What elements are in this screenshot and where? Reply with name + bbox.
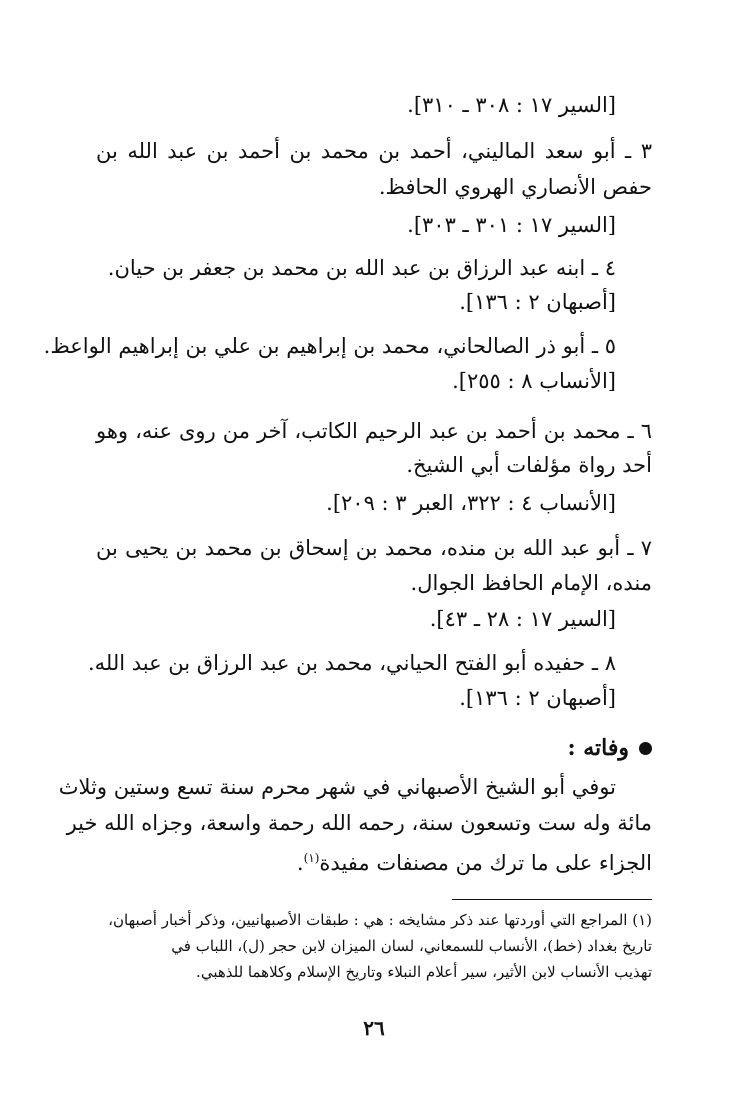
footnote-line: (١) المراجع التي أوردتها عند ذكر مشايخه : هي : طبقات الأصبهانيين، وذكر أخبار أصبهان،: [108, 911, 652, 929]
bullet-icon: [639, 742, 652, 755]
entry-line: أحد رواة مؤلفات أبي الشيخ.: [406, 453, 652, 477]
body-period: .: [296, 851, 304, 875]
citation-line: [أصبهان ٢ : ١٣٦].: [459, 686, 616, 710]
entry-line: ٧ ـ أبو عبد الله بن منده، محمد بن إسحاق بن محمد بن يحيى بن: [96, 536, 652, 560]
footnote-divider: [452, 899, 652, 900]
entry-line: ٣ ـ أبو سعد الماليني، أحمد بن محمد بن أحمد بن عبد الله بن: [96, 139, 652, 163]
citation-line: [السير ١٧ : ٣٠١ ـ ٣٠٣].: [407, 213, 616, 237]
footnote-reference[interactable]: (١): [303, 851, 320, 865]
citation-line: [أصبهان ٢ : ١٣٦].: [459, 290, 616, 314]
footnote-line: تهذيب الأنساب لابن الأثير، سير أعلام النبلاء وتاريخ الإسلام وكلاهما للذهبي.: [196, 963, 652, 981]
body-line: توفي أبو الشيخ الأصبهاني في شهر محرم سنة تسع وستين وثلاث: [58, 775, 616, 799]
entry-line: ٤ ـ ابنه عبد الرزاق بن عبد الله بن محمد بن جعفر بن حيان.: [107, 256, 616, 280]
entry-line: ٦ ـ محمد بن أحمد بن عبد الرحيم الكاتب، آخر من روى عنه، وهو: [96, 419, 652, 443]
citation-line: [السير ١٧ : ٣٠٨ ـ ٣١٠].: [407, 93, 616, 117]
entry-line: منده، الإمام الحافظ الجوال.: [410, 571, 652, 595]
entry-line: ٥ ـ أبو ذر الصالحاني، محمد بن إبراهيم بن علي بن إبراهيم الواعظ.: [43, 334, 616, 358]
citation-line: [السير ١٧ : ٢٨ ـ ٤٣].: [429, 607, 616, 631]
entry-line: ٨ ـ حفيده أبو الفتح الحياني، محمد بن عبد الرزاق بن عبد الله.: [87, 651, 616, 675]
body-text: الجزاء على ما ترك من مصنفات مفيدة: [319, 851, 652, 875]
body-line: مائة وله ست وتسعون سنة، رحمه الله رحمة واسعة، وجزاه الله خير: [66, 811, 652, 835]
section-heading-text: وفاته :: [567, 735, 629, 761]
page-number: ٢٦: [363, 1016, 385, 1040]
entry-line: حفص الأنصاري الهروي الحافظ.: [378, 175, 652, 199]
section-heading: [567, 733, 652, 763]
citation-line: [الأنساب ٨ : ٢٥٥].: [452, 369, 616, 393]
footnote-line: تاريخ بغداد (خط)، الأنساب للسمعاني، لسان الميزان لابن حجر (ل)، اللباب في: [171, 937, 652, 955]
citation-line: [الأنساب ٤ : ٣٢٢، العبر ٣ : ٢٠٩].: [326, 491, 616, 515]
body-line-last: [96, 843, 652, 878]
